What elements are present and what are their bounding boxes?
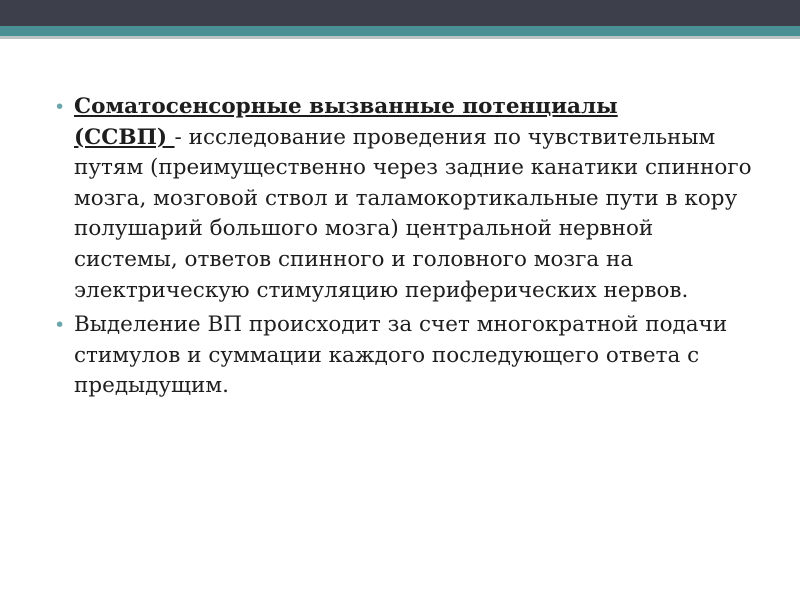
bullet-item-vp bbox=[52, 310, 752, 402]
bullet-item-ssvp bbox=[52, 92, 752, 306]
term-line-1: Соматосенсорные вызванные потенциалы bbox=[74, 94, 618, 119]
bullet-text: Выделение ВП происходит за счет многократной подачи стимулов и суммации каждого последующего ответа с предыдущим. bbox=[74, 312, 728, 399]
bullet-marker-icon: • bbox=[54, 96, 66, 118]
header-band-teal bbox=[0, 26, 800, 36]
slide-content bbox=[52, 92, 752, 406]
header-band-dark bbox=[0, 0, 800, 26]
term-line-2: (ССВП) bbox=[74, 124, 175, 150]
bullet-marker-icon: • bbox=[54, 314, 66, 337]
header-band-line bbox=[0, 36, 800, 39]
bullet-text: - исследование проведения по чувствительным путям (преимущественно через задние канатики спинного мозга, мозговой ствол и таламокортикальные пути в кору полушарий большого мозга) центральной нервной системы, ответов спинного и головного мозга на электрическую стимуляцию периферических нервов. bbox=[74, 124, 752, 303]
